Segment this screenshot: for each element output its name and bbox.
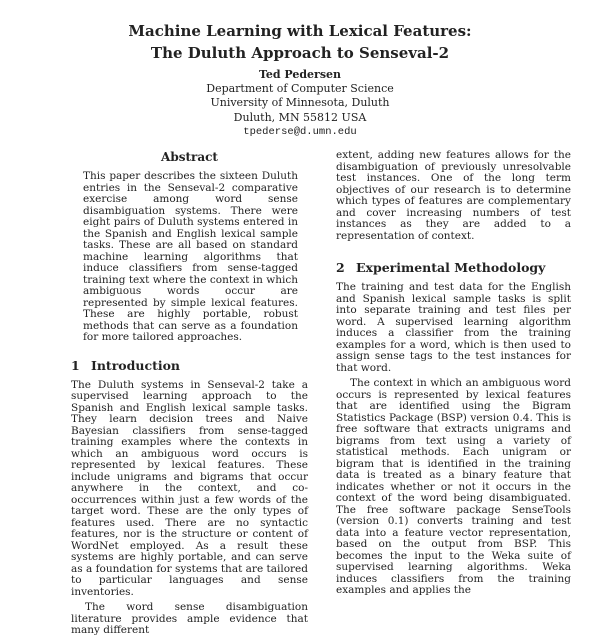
section-1-heading (71, 358, 308, 373)
section-1-number: 1 (71, 357, 80, 373)
section-2-title: Experimental Methodology (356, 260, 546, 275)
author-email: tpederse@d.umn.edu (243, 125, 357, 138)
section-2-paragraph-1: The training and test data for the English and Spanish lexical sample tasks is split into separate training and test files per word. A supervised learning algorithm induces a classifier from the training examples for a word, which is then used to assign sense tags to the test instances for that word. (336, 281, 571, 374)
left-column (71, 150, 308, 637)
author-name: Ted Pedersen (258, 68, 342, 81)
author-city: Duluth, MN 55812 USA (233, 110, 367, 124)
right-column (336, 150, 571, 597)
author-department: Department of Computer Science (206, 82, 394, 96)
section-2-paragraph-2: The context in which an ambiguous word occurs is represented by lexical features that are identified using the Bigram Statistics Package (BSP) version 0.4. This is free software that extracts unigrams and bigrams from text using a variety of statistical methods. Each unigram or bigram that is identified in the training data is treated as a binary feature that indicates whether or not it occurs in the context of the word being disambiguated. The free software package SenseTools (version 0.1) converts training and test data into a feature vector representation, based on the output from BSP. This becomes the input to the Weka suite of supervised learning algorithms. Weka induces classifiers from the training examples and applies the (336, 377, 571, 596)
section-2-number: 2 (336, 260, 345, 275)
title-line-2: The Duluth Approach to Senseval-2 (150, 44, 450, 62)
abstract-heading: Abstract (161, 150, 218, 164)
abstract-text: This paper describes the sixteen Duluth entries in the Senseval-2 comparative exercise among word sense disambiguation systems. There were eight pairs of Duluth systems entered in the Spanish and English lexical sample tasks. These are all based on standard machine learning algorithms that induce classifiers from sense-tagged training text where the context in which ambiguous words occur are represented by simple lexical features. These are highly portable, robust methods that can serve as a foundation for more tailored approaches. (83, 170, 298, 343)
author-university: University of Minnesota, Duluth (210, 96, 390, 110)
section-1-paragraph-1: The Duluth systems in Senseval-2 take a supervised learning approach to the Spanish and English lexical sample tasks. They learn decision trees and Naive Bayesian classifiers from sense-tagged training examples where the contexts in which an ambiguous word occurs is represented by lexical features. These include unigrams and bigrams that occur anywhere in the context, and co-occurrences within just a few words of the target word. These are the only types of features used. There are no syntactic features, nor is the structure or content of WordNet employed. As a result these systems are highly portable, and can serve as a foundation for systems that are tailored to particular languages and sense inventories. (71, 378, 308, 598)
section-2-heading (336, 260, 571, 275)
section-1-paragraph-2: The word sense disambiguation literature provides ample evidence that many different (71, 601, 308, 636)
author-block (0, 68, 600, 139)
title-line-1: Machine Learning with Lexical Features: (128, 22, 472, 40)
paper-title (0, 20, 600, 64)
section-1-title: Introduction (91, 357, 181, 373)
section-1-continuation: extent, adding new features allows for the disambiguation of previously unresolvable test instances. One of the long term objectives of our research is to determine which types of features are complementary and cover increasing numbers of test instances as they are added to a representation of context. (336, 149, 571, 242)
